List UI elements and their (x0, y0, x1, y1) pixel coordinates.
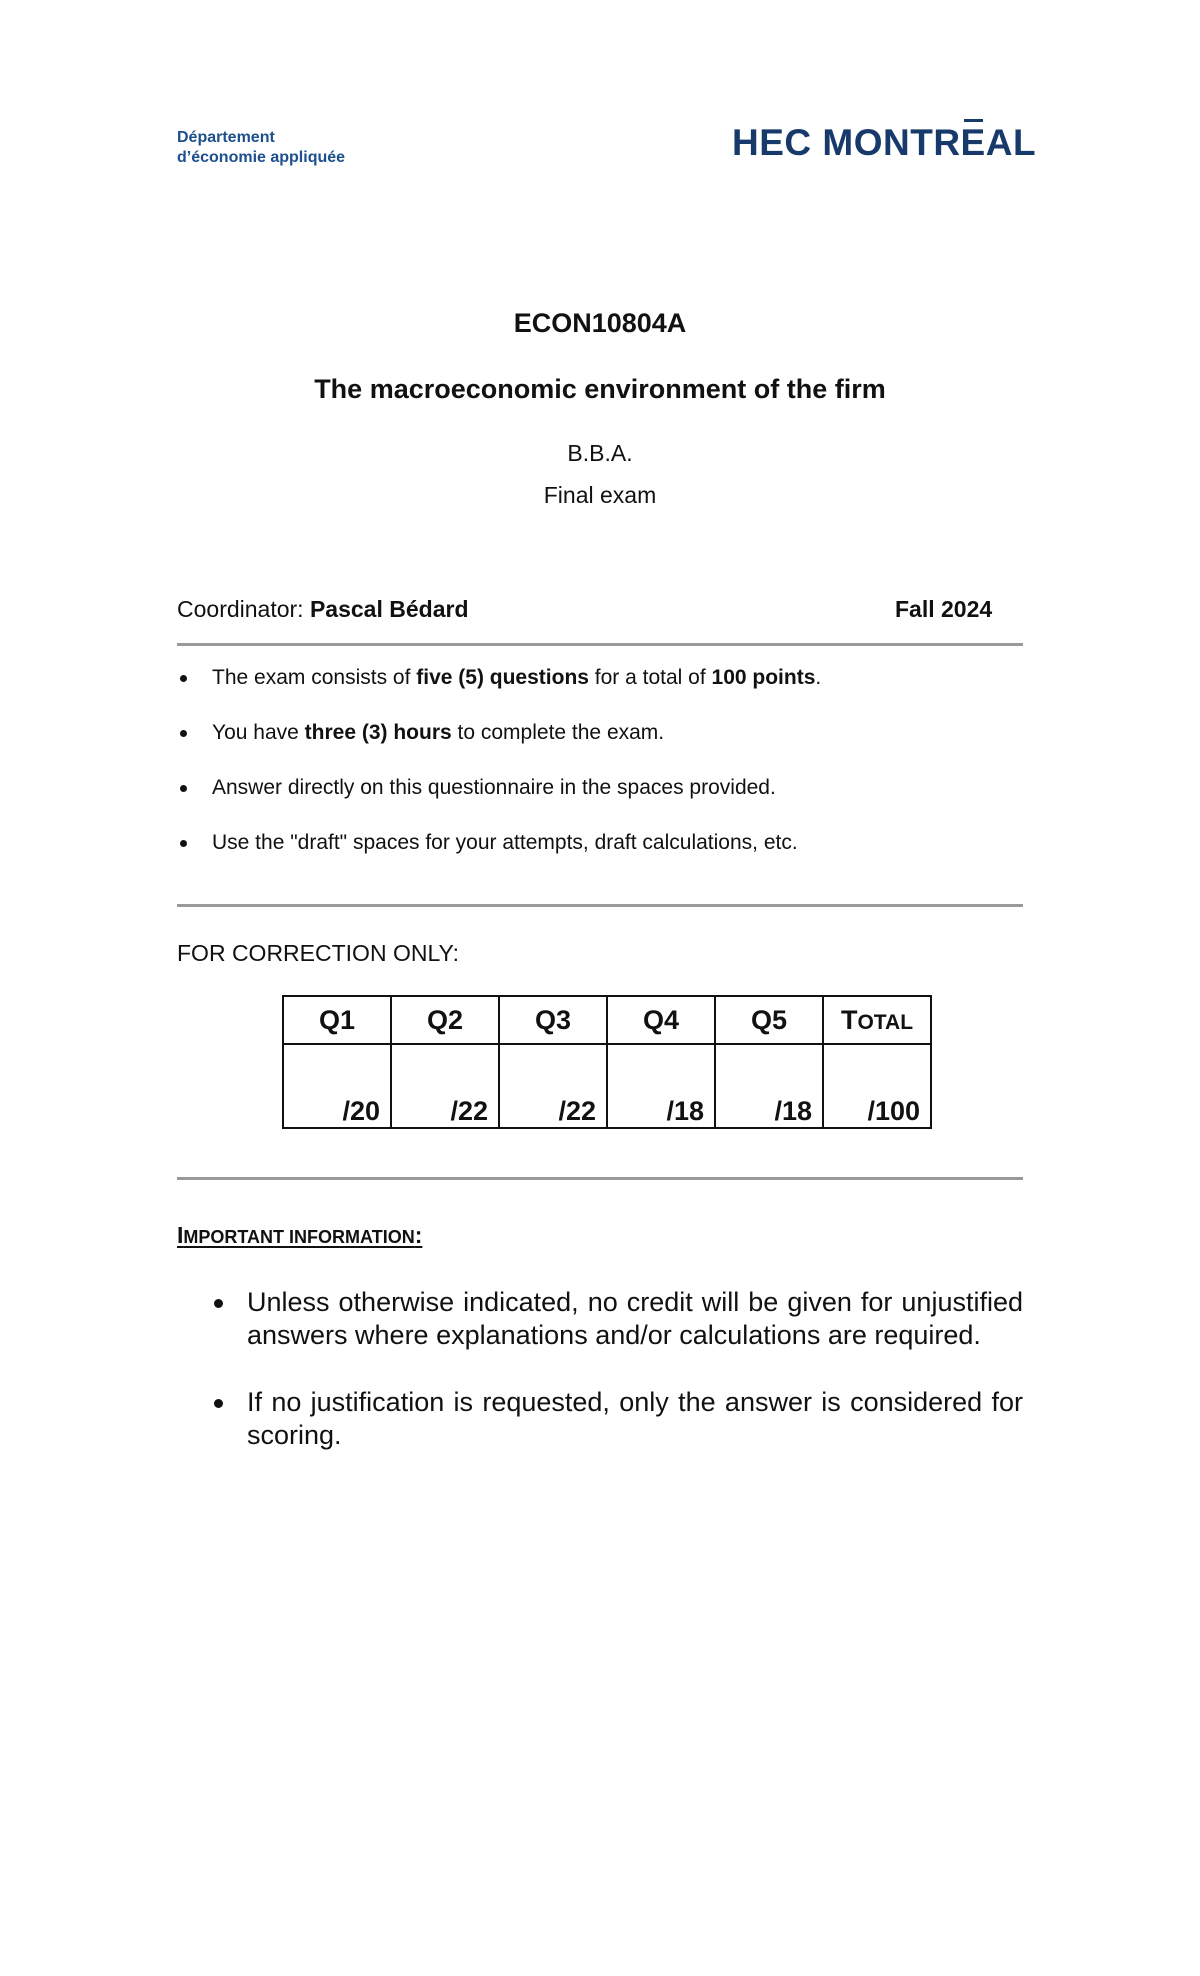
instruction-item: You have three (3) hours to complete the exam. (177, 719, 1023, 747)
logo-text-end: AL (985, 122, 1037, 163)
program-name: B.B.A. (567, 440, 633, 466)
header-q3: Q3 (499, 996, 607, 1044)
important-item: Unless otherwise indicated, no credit will be given for unjustified answers where explanations and/or calculations are required. (177, 1286, 1023, 1352)
logo-text-start: HEC MONTR (732, 122, 961, 163)
header-q5: Q5 (715, 996, 823, 1044)
correction-label: FOR CORRECTION ONLY: (177, 940, 459, 966)
department-line-2: d’économie appliquée (177, 149, 346, 166)
course-title: The macroeconomic environment of the firm (314, 374, 886, 404)
important-list (177, 1286, 1023, 1486)
department-name (177, 128, 345, 168)
score-table (282, 995, 932, 1129)
important-item: If no justification is requested, only the answer is considered for scoring. (177, 1386, 1023, 1452)
score-row (283, 1044, 931, 1128)
score-cell-q4: /18 (607, 1044, 715, 1128)
coordinator-label: Coordinator: (177, 596, 310, 622)
exam-type: Final exam (543, 482, 657, 508)
divider (177, 1177, 1023, 1180)
bullet-icon (214, 1399, 223, 1408)
hec-montreal-logo (732, 122, 1036, 164)
instruction-item: Use the "draft" spaces for your attempts, draft calculations, etc. (177, 829, 1023, 857)
score-cell-q2: /22 (391, 1044, 499, 1128)
score-header-row (283, 996, 931, 1044)
instructions-list (177, 664, 1023, 884)
score-cell-total: /100 (823, 1044, 931, 1128)
score-cell-q3: /22 (499, 1044, 607, 1128)
bullet-icon (180, 785, 187, 792)
exam-term: Fall 2024 (895, 596, 993, 622)
coordinator-line (177, 596, 469, 623)
bullet-icon (180, 675, 187, 682)
divider (177, 904, 1023, 907)
bullet-icon (214, 1299, 223, 1308)
important-heading: IMPORTANT INFORMATION: (177, 1222, 423, 1248)
course-code: ECON10804A (513, 308, 687, 338)
header-total: TOTAL (823, 996, 931, 1044)
header-q4: Q4 (607, 996, 715, 1044)
coordinator-name: Pascal Bédard (309, 596, 469, 622)
bullet-icon (180, 730, 187, 737)
instruction-item: The exam consists of five (5) questions for a total of 100 points. (177, 664, 1023, 692)
score-cell-q5: /18 (715, 1044, 823, 1128)
instruction-item: Answer directly on this questionnaire in the spaces provided. (177, 774, 1023, 802)
divider (177, 643, 1023, 646)
header-q1: Q1 (283, 996, 391, 1044)
header-q2: Q2 (391, 996, 499, 1044)
department-line-1: Département (177, 129, 275, 146)
bullet-icon (180, 840, 187, 847)
logo-macron-letter: E (960, 122, 986, 163)
score-cell-q1: /20 (283, 1044, 391, 1128)
